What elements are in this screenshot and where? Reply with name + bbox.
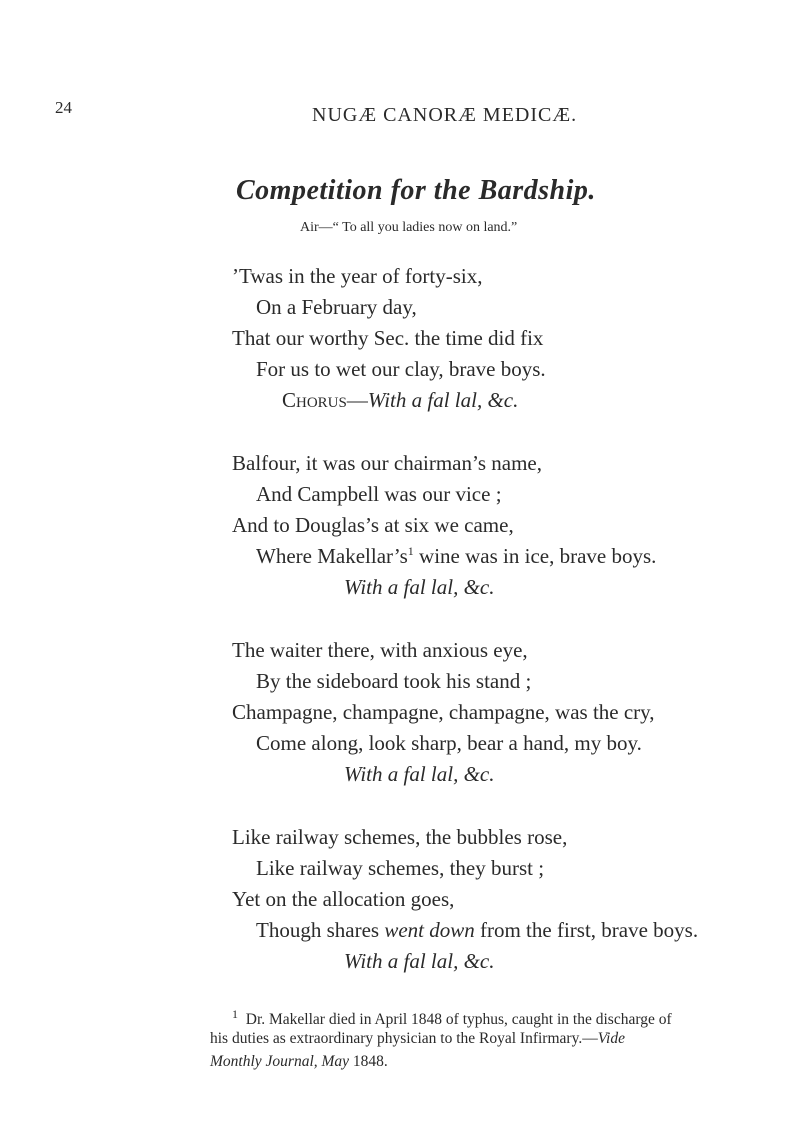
verse-text: Though shares — [256, 918, 385, 942]
verse-line: By the sideboard took his stand ; — [256, 669, 532, 693]
verse-emphasis: went down — [384, 918, 475, 942]
chorus-label: Chorus— — [282, 388, 368, 412]
chorus-line: With a fal lal, &c. — [344, 949, 495, 973]
chorus-line — [282, 388, 518, 413]
verse-text: wine was in ice, brave boys. — [419, 544, 657, 568]
footnote-text: Dr. Makellar died in April 1848 of typhus, caught in the discharge of — [245, 1011, 672, 1029]
verse-line: That our worthy Sec. the time did fix — [232, 326, 544, 350]
footnote-journal: Monthly Journal, May — [210, 1053, 350, 1070]
verse-line: And Campbell was our vice ; — [256, 482, 502, 506]
air-note: Air—“ To all you ladies now on land.” — [300, 220, 518, 235]
verse-line: ’Twas in the year of forty-six, — [232, 264, 483, 288]
verse-line: Come along, look sharp, bear a hand, my boy. — [256, 731, 642, 755]
running-head: NUGÆ CANORÆ MEDICÆ. — [312, 104, 578, 126]
verse-line: For us to wet our clay, brave boys. — [256, 357, 546, 381]
footnote-line — [210, 1053, 388, 1071]
verse-text: from the first, brave boys. — [474, 918, 699, 942]
verse-line — [256, 918, 698, 943]
chorus-line: With a fal lal, &c. — [344, 762, 495, 786]
verse-line: Like railway schemes, the bubbles rose, — [232, 825, 568, 849]
footnote-line — [210, 1030, 625, 1048]
footnote-marker: 1 — [232, 1007, 238, 1021]
verse-line: Like railway schemes, they burst ; — [256, 856, 545, 880]
verse-line: On a February day, — [256, 295, 417, 319]
page-number: 24 — [55, 98, 72, 117]
footnote-line — [232, 1007, 672, 1029]
footnote-vide: Vide — [597, 1030, 625, 1047]
poem-title: Competition for the Bardship. — [236, 175, 596, 206]
chorus-line: With a fal lal, &c. — [344, 575, 495, 599]
verse-line — [256, 544, 656, 569]
verse-line: The waiter there, with anxious eye, — [232, 638, 528, 662]
verse-line: Balfour, it was our chairman’s name, — [232, 451, 542, 475]
footnote-year: 1848. — [349, 1053, 388, 1070]
verse-line: Champagne, champagne, champagne, was the cry, — [232, 700, 655, 724]
verse-line: Yet on the allocation goes, — [232, 887, 455, 911]
verse-line: And to Douglas’s at six we came, — [232, 513, 514, 537]
verse-text: Where Makellar’s — [256, 544, 408, 568]
chorus-text: With a fal lal, &c. — [367, 388, 519, 412]
footnote-text: his duties as extraordinary physician to the Royal Infirmary.— — [210, 1030, 598, 1047]
footnote-marker: 1 — [407, 544, 414, 558]
